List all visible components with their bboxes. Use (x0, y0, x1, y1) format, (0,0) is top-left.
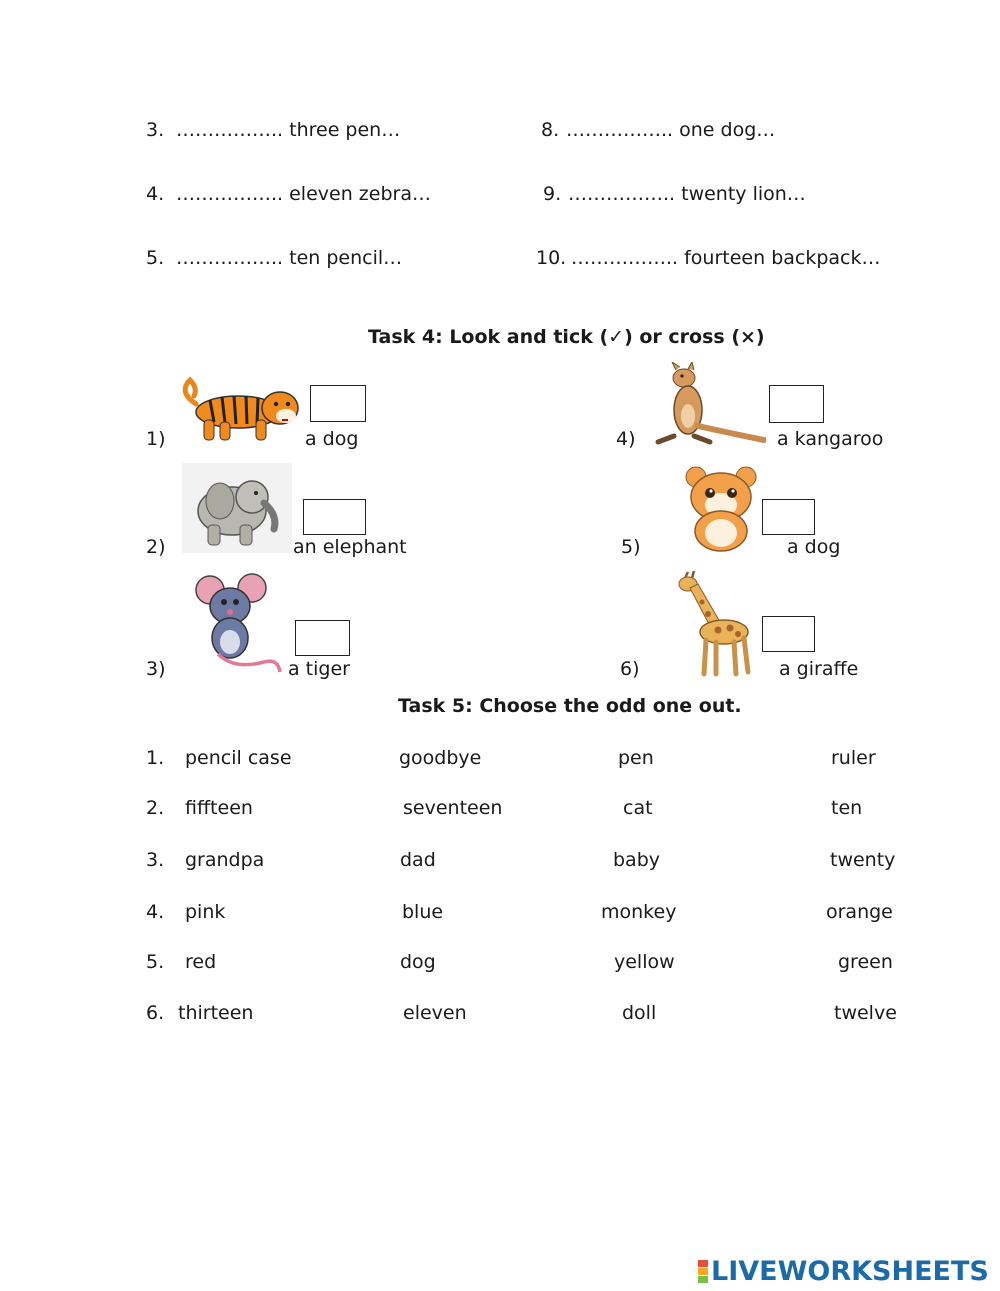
elephant-picture (182, 463, 292, 553)
task3-item-4-number: 4. (146, 183, 165, 205)
task4-item-3-number: 3) (146, 658, 166, 680)
task5-row-3-number: 3. (146, 849, 165, 871)
giraffe-picture (672, 570, 756, 678)
task5-row-3-word-1[interactable]: grandpa (185, 849, 265, 871)
hamster-picture (680, 463, 762, 553)
task5-row-5-word-4[interactable]: green (838, 951, 893, 973)
task5-row-6-word-2[interactable]: eleven (403, 1002, 467, 1024)
task4-item-4-number: 4) (616, 428, 636, 450)
task3-item-10-text: …………….. fourteen backpack… (571, 247, 881, 269)
task4-item-6-answer-box[interactable] (762, 616, 815, 652)
task4-item-3-answer-box[interactable] (295, 620, 350, 656)
task5-row-2-number: 2. (146, 797, 165, 819)
task5-row-3-word-2[interactable]: dad (400, 849, 436, 871)
task3-item-4-text: …………….. eleven zebra… (176, 183, 431, 205)
task3-item-5-text: …………….. ten pencil… (176, 247, 403, 269)
task5-row-5-number: 5. (146, 951, 165, 973)
task5-row-4-number: 4. (146, 901, 165, 923)
task5-row-1-number: 1. (146, 747, 165, 769)
task5-row-4-word-4[interactable]: orange (826, 901, 893, 923)
task5-row-2-word-4[interactable]: ten (831, 797, 863, 819)
task4-item-1-answer-box[interactable] (310, 385, 366, 422)
logo-mark-icon (698, 1260, 708, 1283)
task5-row-6-word-3[interactable]: doll (622, 1002, 657, 1024)
task5-row-3-word-4[interactable]: twenty (830, 849, 896, 871)
task4-item-2-label: an elephant (293, 536, 407, 558)
task4-item-2-answer-box[interactable] (303, 499, 366, 535)
task5-row-2-word-1[interactable]: fiffteen (185, 797, 253, 819)
task4-item-1-number: 1) (146, 428, 166, 450)
task5-row-1-word-1[interactable]: pencil case (185, 747, 292, 769)
task5-title: Task 5: Choose the odd one out. (398, 695, 742, 717)
task4-item-4-label: a kangaroo (777, 428, 884, 450)
task4-item-5-label: a dog (787, 536, 841, 558)
liveworksheets-logo (698, 1255, 989, 1287)
task3-item-3-text: …………….. three pen… (176, 119, 401, 141)
task3-item-8-text: …………….. one dog… (566, 119, 776, 141)
task5-row-6-word-4[interactable]: twelve (834, 1002, 897, 1024)
task5-row-4-word-3[interactable]: monkey (601, 901, 677, 923)
task3-item-9-number: 9. (543, 183, 562, 205)
mouse-picture (194, 570, 282, 676)
task3-item-5-number: 5. (146, 247, 165, 269)
task4-item-6-number: 6) (620, 658, 640, 680)
task5-row-6-number: 6. (146, 1002, 165, 1024)
task4-item-4-answer-box[interactable] (769, 385, 824, 423)
task5-row-4-word-2[interactable]: blue (402, 901, 444, 923)
task5-row-1-word-4[interactable]: ruler (831, 747, 876, 769)
task5-row-5-word-3[interactable]: yellow (614, 951, 675, 973)
task4-item-2-number: 2) (146, 536, 166, 558)
task4-item-5-number: 5) (621, 536, 641, 558)
task4-item-5-answer-box[interactable] (762, 499, 815, 535)
task3-item-10-number: 10. (536, 247, 567, 269)
task5-row-2-word-2[interactable]: seventeen (403, 797, 503, 819)
task3-item-8-number: 8. (541, 119, 560, 141)
task5-row-3-word-3[interactable]: baby (613, 849, 661, 871)
kangaroo-picture (654, 362, 766, 446)
task5-row-2-word-3[interactable]: cat (623, 797, 653, 819)
task5-row-5-word-2[interactable]: dog (400, 951, 436, 973)
logo-text: LIVEWORKSHEETS (711, 1255, 989, 1287)
task4-item-3-label: a tiger (288, 658, 350, 680)
task5-row-1-word-3[interactable]: pen (618, 747, 654, 769)
task5-row-4-word-1[interactable]: pink (185, 901, 226, 923)
task4-title: Task 4: Look and tick (✓) or cross (×) (368, 326, 765, 348)
tiger-picture (176, 374, 304, 446)
task5-row-1-word-2[interactable]: goodbye (399, 747, 482, 769)
task3-item-9-text: …………….. twenty lion… (568, 183, 806, 205)
task4-item-6-label: a giraffe (779, 658, 859, 680)
task5-row-6-word-1[interactable]: thirteen (178, 1002, 254, 1024)
task4-item-1-label: a dog (305, 428, 359, 450)
task3-item-3-number: 3. (146, 119, 165, 141)
task5-row-5-word-1[interactable]: red (185, 951, 217, 973)
